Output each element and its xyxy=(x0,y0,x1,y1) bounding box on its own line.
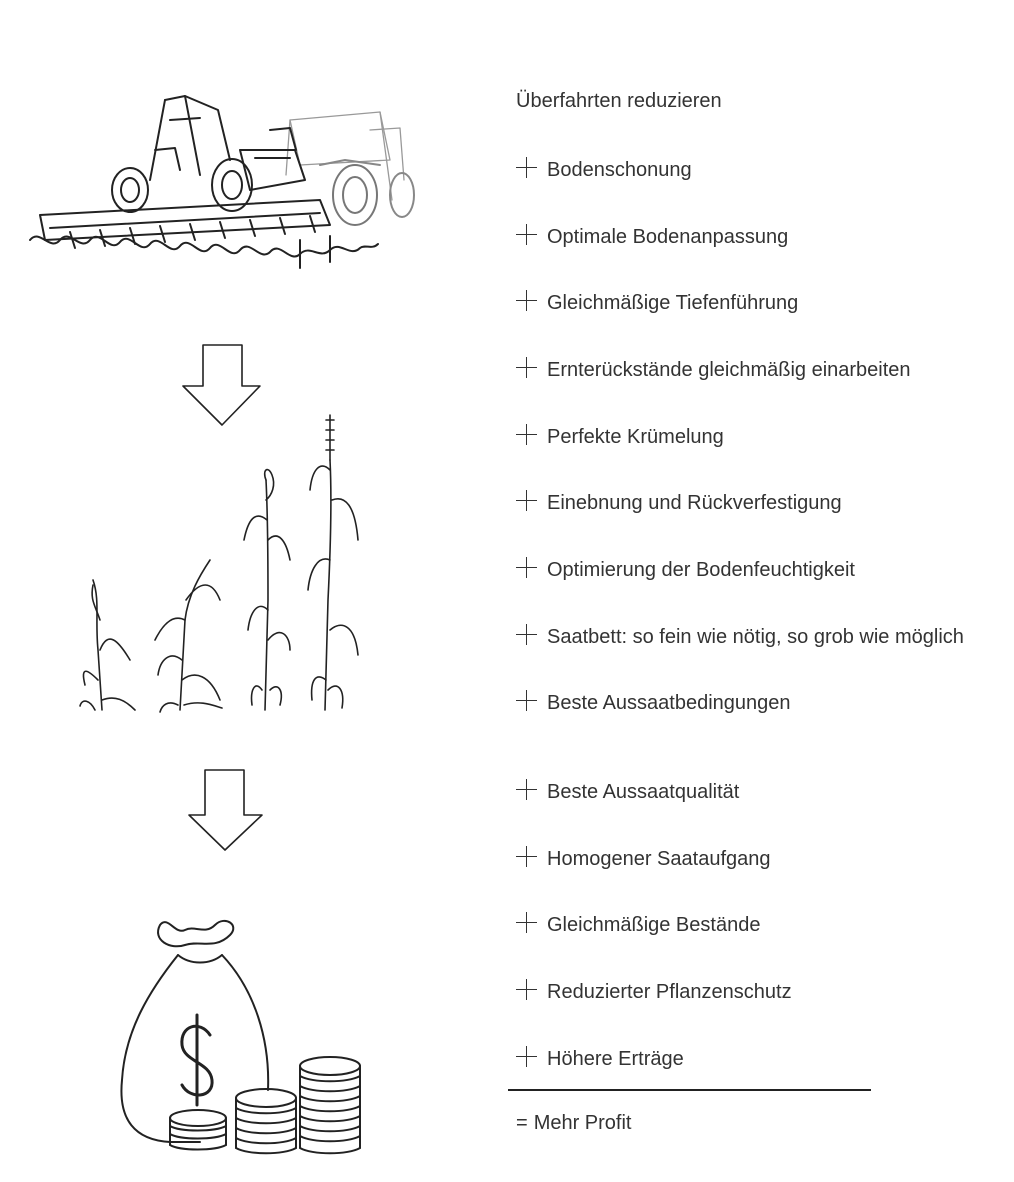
list-item xyxy=(516,224,788,249)
list-item-label: Optimierung der Bodenfeuchtigkeit xyxy=(547,559,855,581)
tractor-cultivator-illustration xyxy=(30,96,414,268)
list-item xyxy=(516,846,771,871)
list-item xyxy=(516,912,760,937)
plus-icon xyxy=(516,290,538,312)
list-item-label: Saatbett: so fein wie nötig, so grob wie möglich xyxy=(547,626,964,648)
illustration-column xyxy=(0,0,500,1182)
list-item xyxy=(516,690,791,715)
result-line xyxy=(516,1112,632,1135)
list-item xyxy=(516,779,739,804)
list-item-label: Bodenschonung xyxy=(547,159,692,181)
list-item-label: Optimale Bodenanpassung xyxy=(547,226,789,248)
list-item-label: Gleichmäßige Tiefenführung xyxy=(547,292,799,314)
list-item xyxy=(516,624,964,649)
list-item-label: Reduzierter Pflanzenschutz xyxy=(547,981,792,1003)
list-item xyxy=(516,557,855,582)
arrow-down-icon xyxy=(189,770,262,850)
plant-growth-illustration xyxy=(80,415,358,712)
list-item xyxy=(516,290,798,315)
list-item xyxy=(516,979,792,1004)
sum-divider xyxy=(508,1089,871,1091)
list-item-label: Beste Aussaatbedingungen xyxy=(547,692,791,714)
plus-icon xyxy=(516,624,538,646)
plus-icon xyxy=(516,490,538,512)
list-item xyxy=(516,1046,684,1071)
plus-icon xyxy=(516,557,538,579)
list-item-label: Höhere Erträge xyxy=(547,1048,684,1070)
plus-icon xyxy=(516,424,538,446)
list-item-label: Perfekte Krümelung xyxy=(547,426,724,448)
equals-symbol: = xyxy=(516,1112,528,1134)
list-item-label: Gleichmäßige Bestände xyxy=(547,914,761,936)
plus-icon xyxy=(516,690,538,712)
list-item-label: Ernterückstände gleichmäßig einarbeiten xyxy=(547,359,911,381)
arrow-down-icon xyxy=(183,345,260,425)
list-item xyxy=(516,490,842,515)
list-item-label: Einebnung und Rückverfestigung xyxy=(547,492,842,514)
plus-icon xyxy=(516,224,538,246)
plus-icon xyxy=(516,979,538,1001)
plus-icon xyxy=(516,846,538,868)
money-bag-coins-illustration xyxy=(121,921,360,1153)
list-item xyxy=(516,424,724,449)
plus-icon xyxy=(516,1046,538,1068)
result-label: Mehr Profit xyxy=(533,1112,632,1134)
list-item-label: Beste Aussaatqualität xyxy=(547,781,740,803)
list-item-label: Homogener Saataufgang xyxy=(547,848,771,870)
plus-icon xyxy=(516,912,538,934)
plus-icon xyxy=(516,357,538,379)
list-item xyxy=(516,157,692,182)
plus-icon xyxy=(516,779,538,801)
list-item xyxy=(516,357,911,382)
plus-icon xyxy=(516,157,538,179)
heading: Überfahrten reduzieren xyxy=(516,90,722,112)
